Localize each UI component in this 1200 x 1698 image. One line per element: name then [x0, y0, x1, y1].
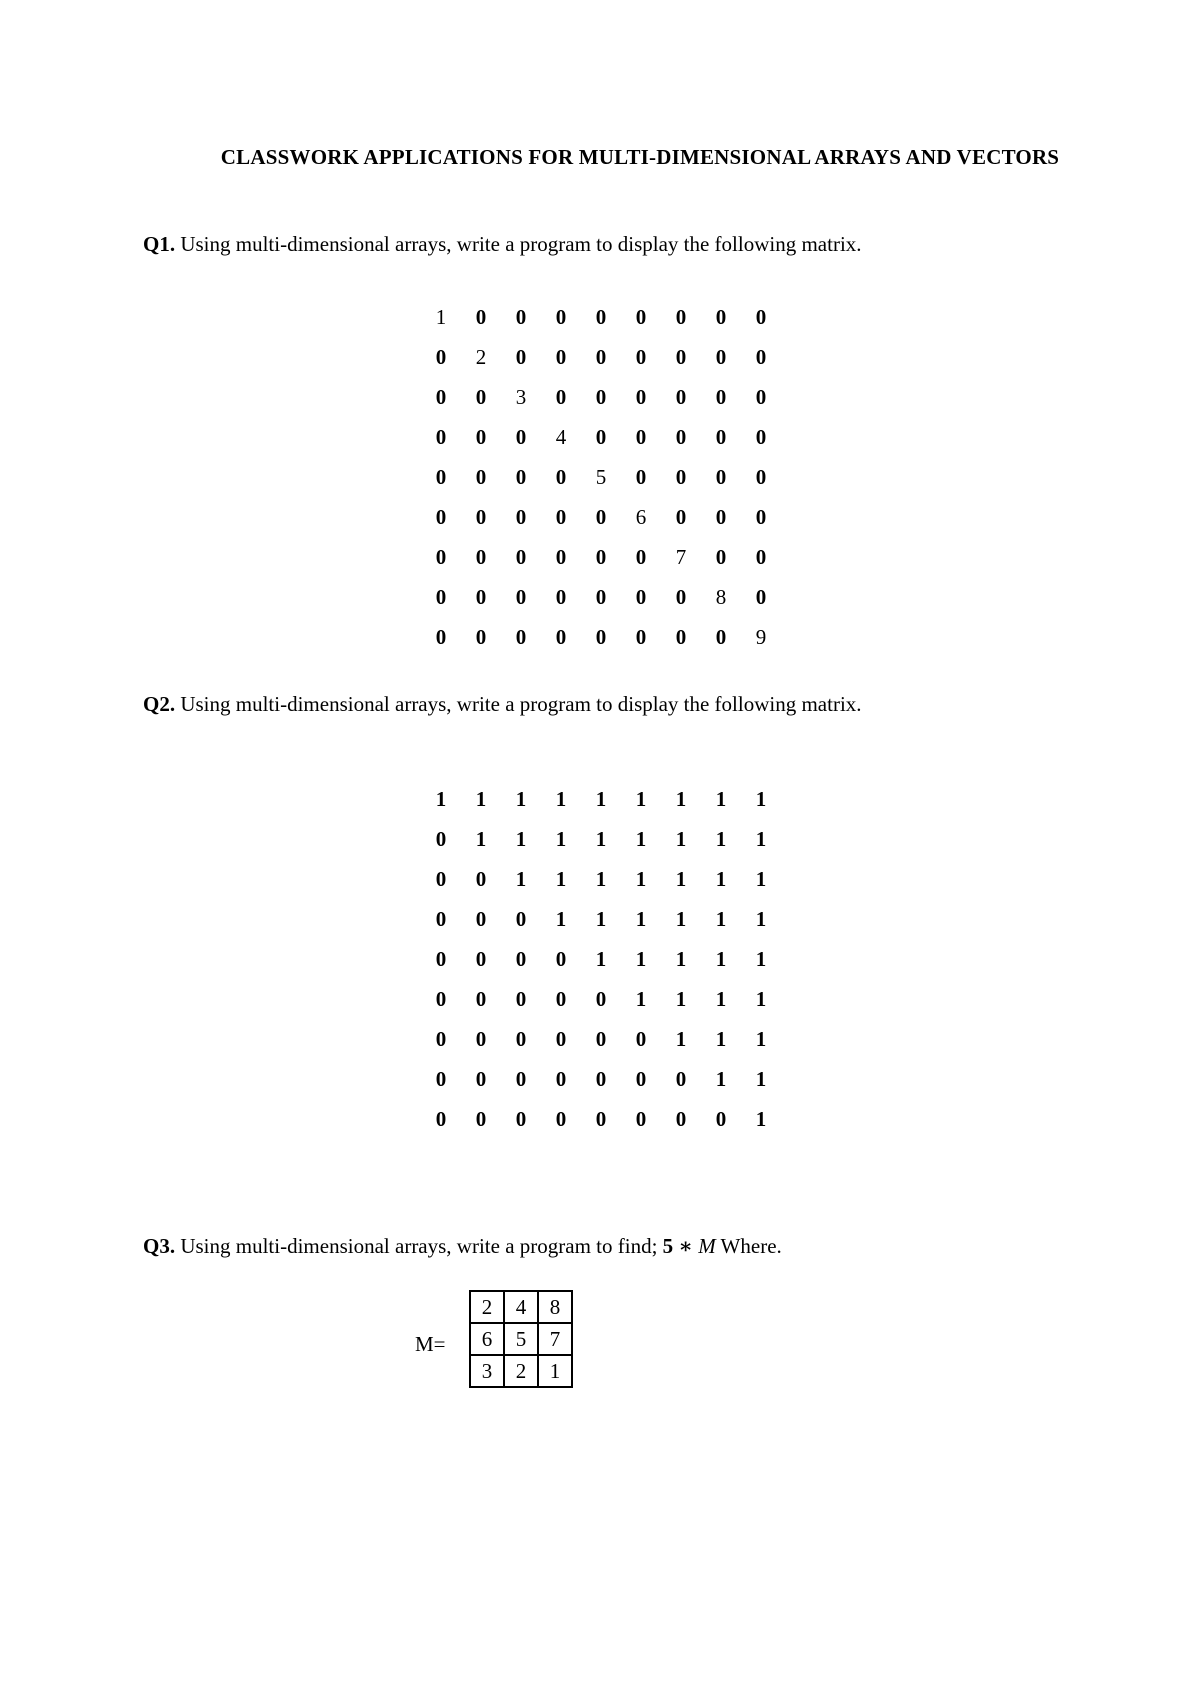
matrix-cell: 1 [715, 906, 727, 931]
matrix-cell: 0 [515, 304, 527, 329]
matrix-cell: 0 [675, 304, 687, 329]
matrix-cell: 8 [715, 584, 727, 609]
matrix-row [421, 537, 781, 577]
matrix-cell: 1 [515, 866, 527, 891]
matrix-row [421, 779, 781, 819]
matrix-cell: 0 [515, 986, 527, 1011]
matrix-cell: 7 [675, 544, 687, 569]
matrix-cell: 1 [595, 826, 607, 851]
matrix-cell: 1 [675, 906, 687, 931]
page-title: CLASSWORK APPLICATIONS FOR MULTI-DIMENSIONAL ARRAYS AND VECTORS [220, 145, 1060, 169]
matrix-cell: 1 [675, 786, 687, 811]
matrix-m-cell: 1 [538, 1355, 572, 1387]
matrix-cell: 1 [515, 786, 527, 811]
matrix-cell: 0 [755, 384, 767, 409]
matrix-cell: 0 [435, 504, 447, 529]
matrix-cell: 0 [595, 584, 607, 609]
question-3-number: Q3. [143, 1234, 176, 1258]
upper-triangular-matrix [421, 779, 781, 1139]
matrix-cell: 0 [555, 344, 567, 369]
question-2-text: Using multi-dimensional arrays, write a program to display the following matrix. [175, 692, 862, 716]
matrix-cell: 1 [595, 906, 607, 931]
matrix-cell: 1 [635, 986, 647, 1011]
matrix-row [421, 859, 781, 899]
matrix-cell: 0 [755, 464, 767, 489]
matrix-row [421, 1059, 781, 1099]
matrix-cell: 1 [755, 986, 767, 1011]
matrix-cell: 0 [675, 1106, 687, 1131]
matrix-m-row [470, 1323, 572, 1355]
matrix-cell: 1 [435, 786, 447, 811]
matrix-cell: 0 [435, 1026, 447, 1051]
question-1-number: Q1. [143, 232, 176, 256]
matrix-cell: 1 [755, 1106, 767, 1131]
matrix-cell: 0 [635, 464, 647, 489]
matrix-cell: 0 [675, 384, 687, 409]
matrix-cell: 1 [635, 866, 647, 891]
matrix-m-cell: 8 [538, 1291, 572, 1323]
matrix-cell: 0 [715, 424, 727, 449]
matrix-cell: 1 [635, 786, 647, 811]
matrix-cell: 1 [675, 826, 687, 851]
matrix-m-cell: 2 [504, 1355, 538, 1387]
matrix-cell: 0 [595, 1066, 607, 1091]
matrix-m-cell: 7 [538, 1323, 572, 1355]
matrix-cell: 6 [635, 504, 647, 529]
matrix-cell: 0 [755, 504, 767, 529]
matrix-cell: 0 [475, 304, 487, 329]
matrix-row [421, 979, 781, 1019]
matrix-cell: 0 [715, 384, 727, 409]
matrix-row [421, 1019, 781, 1059]
matrix-cell: 1 [715, 786, 727, 811]
matrix-cell: 1 [675, 1026, 687, 1051]
matrix-cell: 1 [715, 866, 727, 891]
matrix-cell: 2 [475, 344, 487, 369]
matrix-cell: 0 [715, 464, 727, 489]
matrix-cell: 0 [595, 986, 607, 1011]
matrix-cell: 1 [515, 826, 527, 851]
matrix-cell: 0 [555, 624, 567, 649]
matrix-cell: 0 [555, 1106, 567, 1131]
matrix-cell: 0 [475, 866, 487, 891]
matrix-cell: 0 [555, 464, 567, 489]
question-3 [143, 1232, 782, 1260]
matrix-cell: 1 [755, 1026, 767, 1051]
matrix-cell: 0 [715, 544, 727, 569]
matrix-cell: 1 [595, 866, 607, 891]
matrix-row [421, 617, 781, 657]
matrix-cell: 0 [675, 584, 687, 609]
matrix-cell: 0 [595, 624, 607, 649]
matrix-cell: 0 [595, 1106, 607, 1131]
matrix-cell: 0 [595, 344, 607, 369]
matrix-cell: 0 [635, 1106, 647, 1131]
matrix-cell: 0 [475, 584, 487, 609]
matrix-cell: 0 [675, 344, 687, 369]
matrix-cell: 0 [555, 384, 567, 409]
matrix-cell: 0 [715, 304, 727, 329]
matrix-cell: 4 [555, 424, 567, 449]
matrix-cell: 1 [715, 946, 727, 971]
matrix-cell: 0 [595, 544, 607, 569]
matrix-row [421, 297, 781, 337]
matrix-cell: 1 [675, 866, 687, 891]
matrix-cell: 3 [515, 384, 527, 409]
matrix-cell: 0 [635, 1026, 647, 1051]
matrix-cell: 0 [595, 504, 607, 529]
matrix-row [421, 417, 781, 457]
matrix-cell: 1 [555, 866, 567, 891]
matrix-m-cell: 2 [470, 1291, 504, 1323]
matrix-row [421, 497, 781, 537]
matrix-cell: 0 [475, 986, 487, 1011]
matrix-m-label: M= [415, 1332, 446, 1356]
matrix-cell: 0 [555, 544, 567, 569]
matrix-cell: 0 [515, 1026, 527, 1051]
matrix-cell: 0 [755, 304, 767, 329]
matrix-cell: 0 [475, 906, 487, 931]
matrix-cell: 0 [675, 624, 687, 649]
matrix-cell: 0 [475, 384, 487, 409]
question-2 [143, 690, 862, 718]
matrix-cell: 0 [475, 424, 487, 449]
matrix-cell: 0 [435, 826, 447, 851]
matrix-cell: 0 [635, 1066, 647, 1091]
question-3-text-before: Using multi-dimensional arrays, write a program to find; [175, 1234, 663, 1258]
matrix-row [421, 1099, 781, 1139]
matrix-m-row [470, 1291, 572, 1323]
matrix-cell: 0 [515, 1106, 527, 1131]
matrix-cell: 0 [755, 424, 767, 449]
matrix-cell: 0 [675, 464, 687, 489]
matrix-cell: 9 [755, 624, 767, 649]
matrix-cell: 0 [675, 1066, 687, 1091]
matrix-m-cell: 6 [470, 1323, 504, 1355]
matrix-cell: 1 [635, 946, 647, 971]
matrix-cell: 0 [515, 464, 527, 489]
matrix-cell: 0 [475, 1026, 487, 1051]
matrix-cell: 0 [595, 304, 607, 329]
matrix-cell: 0 [555, 304, 567, 329]
matrix-cell: 0 [475, 544, 487, 569]
matrix-cell: 0 [635, 384, 647, 409]
matrix-cell: 0 [435, 986, 447, 1011]
question-1-text: Using multi-dimensional arrays, write a program to display the following matrix. [175, 232, 862, 256]
matrix-cell: 0 [515, 344, 527, 369]
matrix-cell: 1 [595, 946, 607, 971]
matrix-cell: 1 [755, 906, 767, 931]
matrix-cell: 1 [755, 866, 767, 891]
matrix-m-cell: 5 [504, 1323, 538, 1355]
matrix-cell: 1 [555, 906, 567, 931]
matrix-cell: 1 [555, 786, 567, 811]
matrix-cell: 1 [755, 786, 767, 811]
matrix-row [421, 577, 781, 617]
matrix-cell: 0 [635, 424, 647, 449]
matrix-cell: 0 [555, 946, 567, 971]
matrix-cell: 5 [595, 464, 607, 489]
question-3-text-after: Where. [715, 1234, 782, 1258]
question-1 [143, 230, 862, 258]
matrix-cell: 1 [715, 1026, 727, 1051]
matrix-cell: 0 [475, 946, 487, 971]
matrix-cell: 0 [555, 504, 567, 529]
matrix-cell: 0 [555, 986, 567, 1011]
matrix-cell: 0 [755, 344, 767, 369]
matrix-cell: 1 [555, 826, 567, 851]
matrix-row [421, 899, 781, 939]
question-2-number: Q2. [143, 692, 176, 716]
matrix-cell: 0 [435, 344, 447, 369]
matrix-cell: 0 [475, 624, 487, 649]
matrix-cell: 0 [515, 504, 527, 529]
matrix-cell: 0 [515, 424, 527, 449]
matrix-cell: 1 [715, 1066, 727, 1091]
matrix-cell: 0 [555, 584, 567, 609]
matrix-cell: 0 [475, 464, 487, 489]
matrix-cell: 0 [515, 906, 527, 931]
matrix-cell: 0 [435, 906, 447, 931]
matrix-cell: 1 [755, 946, 767, 971]
matrix-cell: 1 [635, 906, 647, 931]
matrix-cell: 0 [555, 1026, 567, 1051]
matrix-cell: 0 [435, 946, 447, 971]
matrix-cell: 0 [715, 344, 727, 369]
matrix-cell: 1 [475, 786, 487, 811]
matrix-cell: 0 [595, 384, 607, 409]
matrix-cell: 0 [435, 1066, 447, 1091]
matrix-cell: 1 [715, 986, 727, 1011]
matrix-cell: 0 [435, 584, 447, 609]
matrix-cell: 0 [715, 624, 727, 649]
matrix-cell: 0 [755, 544, 767, 569]
matrix-cell: 0 [675, 504, 687, 529]
matrix-m-row [470, 1355, 572, 1387]
matrix-m-table [469, 1290, 573, 1388]
matrix-cell: 0 [475, 504, 487, 529]
matrix-row [421, 939, 781, 979]
matrix-cell: 1 [715, 826, 727, 851]
diagonal-matrix [421, 297, 781, 657]
question-3-matrix-var: M [698, 1234, 716, 1258]
matrix-cell: 0 [635, 584, 647, 609]
matrix-row [421, 819, 781, 859]
matrix-cell: 0 [435, 866, 447, 891]
matrix-m-cell: 3 [470, 1355, 504, 1387]
matrix-cell: 0 [715, 504, 727, 529]
matrix-row [421, 377, 781, 417]
matrix-m-cell: 4 [504, 1291, 538, 1323]
matrix-cell: 0 [675, 424, 687, 449]
matrix-cell: 0 [755, 584, 767, 609]
matrix-cell: 0 [515, 1066, 527, 1091]
matrix-cell: 0 [435, 464, 447, 489]
matrix-cell: 0 [595, 424, 607, 449]
question-3-scalar: 5 ∗ [662, 1234, 699, 1258]
matrix-cell: 1 [675, 946, 687, 971]
matrix-cell: 0 [515, 946, 527, 971]
matrix-cell: 0 [515, 624, 527, 649]
matrix-cell: 0 [435, 544, 447, 569]
matrix-cell: 0 [435, 1106, 447, 1131]
matrix-cell: 1 [435, 304, 447, 329]
matrix-cell: 1 [755, 1066, 767, 1091]
matrix-cell: 1 [635, 826, 647, 851]
matrix-cell: 0 [635, 304, 647, 329]
matrix-cell: 0 [555, 1066, 567, 1091]
matrix-cell: 0 [475, 1066, 487, 1091]
matrix-row [421, 457, 781, 497]
matrix-cell: 0 [435, 384, 447, 409]
matrix-cell: 0 [515, 544, 527, 569]
matrix-cell: 0 [715, 1106, 727, 1131]
matrix-cell: 0 [595, 1026, 607, 1051]
matrix-cell: 1 [475, 826, 487, 851]
matrix-row [421, 337, 781, 377]
matrix-cell: 1 [755, 826, 767, 851]
matrix-cell: 1 [675, 986, 687, 1011]
matrix-cell: 0 [635, 344, 647, 369]
matrix-cell: 0 [635, 544, 647, 569]
matrix-cell: 0 [515, 584, 527, 609]
matrix-cell: 0 [635, 624, 647, 649]
matrix-cell: 0 [435, 424, 447, 449]
matrix-cell: 0 [475, 1106, 487, 1131]
matrix-cell: 1 [595, 786, 607, 811]
matrix-cell: 0 [435, 624, 447, 649]
